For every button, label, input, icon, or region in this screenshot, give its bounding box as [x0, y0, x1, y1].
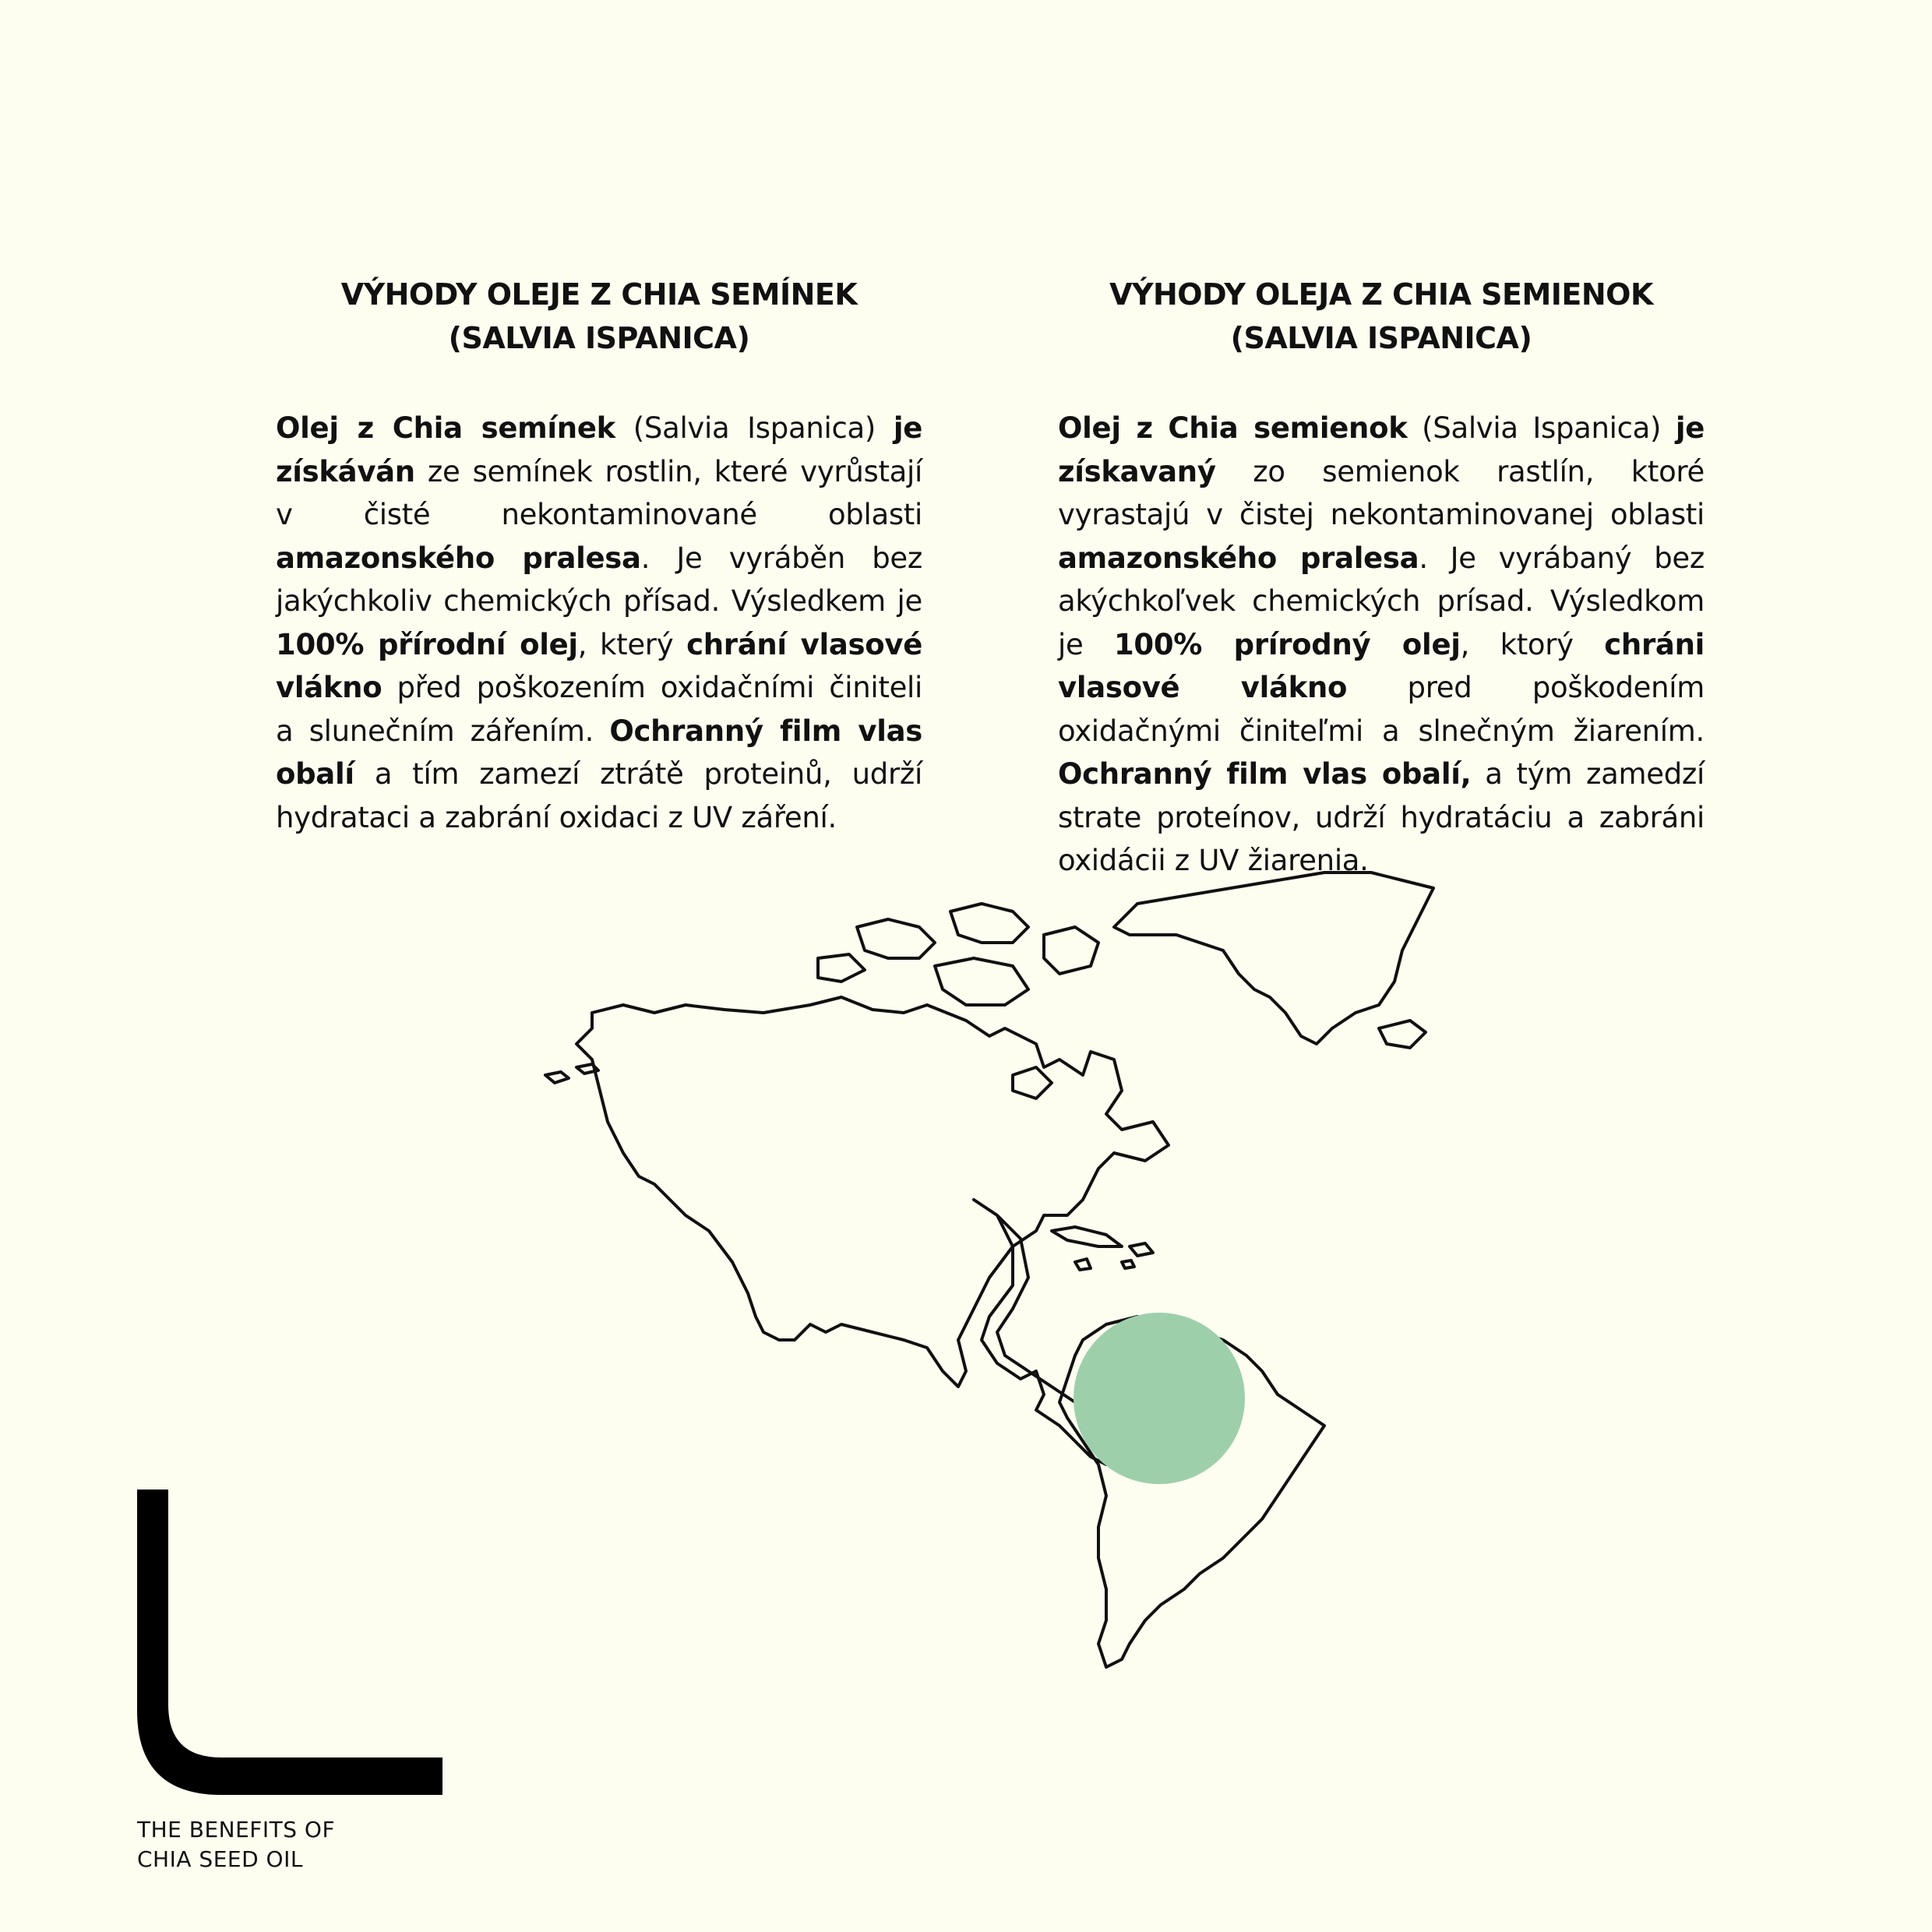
body-bold-segment: Ochranný film vlas obalí [276, 714, 922, 791]
caribbean-island-1 [1075, 1259, 1091, 1270]
body-bold-segment: Olej z Chia semienok [1058, 411, 1408, 445]
arctic-island-4 [1044, 927, 1098, 974]
body-bold-segment: je získáván [276, 411, 922, 488]
czech-column [276, 273, 922, 839]
slovak-heading [1058, 273, 1705, 360]
slovak-heading-line1: VÝHODY OLEJA Z CHIA SEMIENOK [1109, 277, 1653, 312]
body-bold-segment: Ochranný film vlas obalí, [1058, 757, 1472, 791]
arctic-island-5 [818, 954, 865, 982]
body-text-segment: (Salvia Ispanica) [615, 411, 894, 445]
arctic-island-1 [857, 919, 935, 958]
body-text-segment: zo semienok rastlín, ktoré vyrastajú v čistej nekontaminovanej oblasti [1058, 454, 1705, 531]
body-bold-segment: je získavaný [1058, 411, 1705, 488]
body-text-segment: a tím zamezí ztrátě proteinů, udrží hydrataci a zabrání oxidaci z UV záření. [276, 757, 922, 834]
czech-heading [276, 273, 922, 360]
footer-line1: THE BENEFITS OF [137, 1817, 336, 1842]
arctic-island-2 [950, 904, 1028, 943]
iceland-outline [1379, 1021, 1426, 1048]
body-text-segment: a tým zamedzí strate proteínov, udrží hydratáciu a zabráni oxidácii z UV žiarenia. [1058, 757, 1705, 877]
body-bold-segment: amazonského pralesa [276, 541, 641, 575]
alaska-island-2 [576, 1064, 598, 1074]
north-america-outline [576, 997, 1169, 1387]
body-bold-segment: chráni vlasové vlákno [1058, 627, 1705, 704]
amazon-highlight-circle [1074, 1313, 1245, 1484]
body-text-segment: . Je vyrábaný bez akýchkoľvek chemických prísad. Výsledkom je [1058, 541, 1705, 661]
body-text-segment: , který [577, 627, 687, 661]
czech-heading-line1: VÝHODY OLEJE Z CHIA SEMÍNEK [340, 277, 858, 312]
body-bold-segment: 100% prírodný olej [1113, 627, 1461, 661]
body-text-segment: , ktorý [1460, 627, 1605, 661]
body-text-segment: ze semínek rostlin, které vyrůstají v čisté nekontaminované oblasti [276, 454, 922, 531]
body-text-segment: (Salvia Ispanica) [1407, 411, 1676, 445]
slovak-body-text [1058, 407, 1705, 883]
greenland-outline [1114, 873, 1433, 1044]
caribbean-island-2 [1122, 1260, 1134, 1268]
arctic-island-3 [935, 958, 1028, 1005]
corner-l-mark [137, 1490, 442, 1795]
body-bold-segment: chrání vlasové vlákno [276, 627, 923, 704]
body-bold-segment: 100% přírodní olej [276, 627, 578, 661]
body-text-segment: . Je vyráběn bez jakýchkoliv chemických přísad. Výsledkem je [276, 541, 922, 618]
slovak-heading-line2: (SALVIA ISPANICA) [1230, 321, 1532, 355]
footer-line2: CHIA SEED OIL [137, 1846, 303, 1872]
cuba-outline [1052, 1227, 1122, 1246]
czech-body-text [276, 407, 922, 839]
hudson-bay-island [1013, 1067, 1052, 1098]
body-bold-segment: amazonského pralesa [1058, 541, 1419, 575]
body-text-segment: pred poškodením oxidačnými činiteľmi a slnečným žiarením. [1058, 671, 1705, 748]
body-bold-segment: Olej z Chia semínek [276, 411, 615, 445]
czech-heading-line2: (SALVIA ISPANICA) [448, 321, 750, 355]
slovak-column [1058, 273, 1705, 883]
footer-caption [137, 1815, 335, 1874]
americas-map-illustration [530, 857, 1465, 1683]
hispaniola-outline [1130, 1243, 1153, 1256]
body-text-segment: před poškozením oxidačními činiteli a slunečním zářením. [276, 671, 922, 748]
alaska-island-1 [545, 1072, 569, 1083]
